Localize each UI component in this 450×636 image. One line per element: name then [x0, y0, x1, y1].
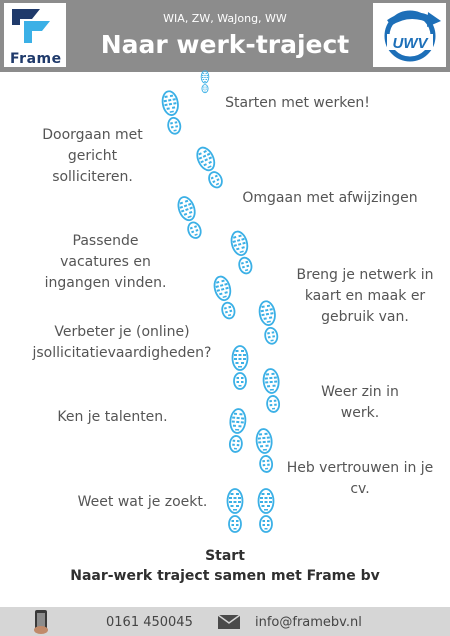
start-label: Start	[205, 548, 245, 564]
footprint-icon	[253, 427, 277, 475]
step-label: Starten met werken!	[225, 95, 370, 111]
footprint-icon	[225, 488, 245, 534]
step-label: Ken je talenten.	[57, 409, 168, 425]
footprint-icon	[255, 299, 283, 348]
step-label: Heb vertrouwen in je cv.	[286, 460, 434, 497]
mail-icon	[217, 614, 241, 630]
footprint-icon	[230, 345, 250, 391]
email-address[interactable]: info@framebv.nl	[255, 615, 362, 630]
footprint-icon	[225, 407, 249, 455]
footer-bar	[0, 607, 450, 636]
footprint-icon	[196, 70, 214, 94]
footprint-icon	[158, 89, 186, 138]
step-label: Passende vacatures en ingangen vinden.	[44, 233, 167, 291]
step-label: Weet wat je zoekt.	[77, 494, 208, 510]
step-label: Omgaan met afwijzingen	[242, 190, 418, 206]
uwv-logo	[373, 3, 446, 67]
step-label: Weer zin in werk.	[321, 384, 399, 421]
footprint-icon	[191, 143, 229, 193]
footprint-icon	[260, 367, 284, 415]
step-label: Verbeter je (online) jsollicitatievaardigheden?	[32, 324, 212, 361]
phone-icon	[32, 609, 50, 635]
header-banner	[0, 0, 450, 72]
footprint-icon	[226, 228, 257, 278]
footprint-icon	[173, 193, 208, 243]
phone-number[interactable]: 0161 450045	[106, 615, 193, 630]
uwv-logo-text: UWV	[392, 35, 428, 52]
uwv-logo-icon	[373, 3, 446, 67]
page-title: Naar werk-traject	[100, 30, 350, 59]
footprint-icon	[209, 273, 240, 323]
frame-logo-text: Frame	[10, 51, 62, 67]
header-subtitle: WIA, ZW, WaJong, WW	[163, 12, 287, 25]
tagline: Naar-werk traject samen met Frame bv	[70, 568, 380, 584]
step-label: Breng je netwerk in kaart en maak er gebruik van.	[296, 267, 434, 325]
step-label: Doorgaan met gericht solliciteren.	[42, 127, 143, 185]
footprint-icon	[256, 488, 276, 534]
